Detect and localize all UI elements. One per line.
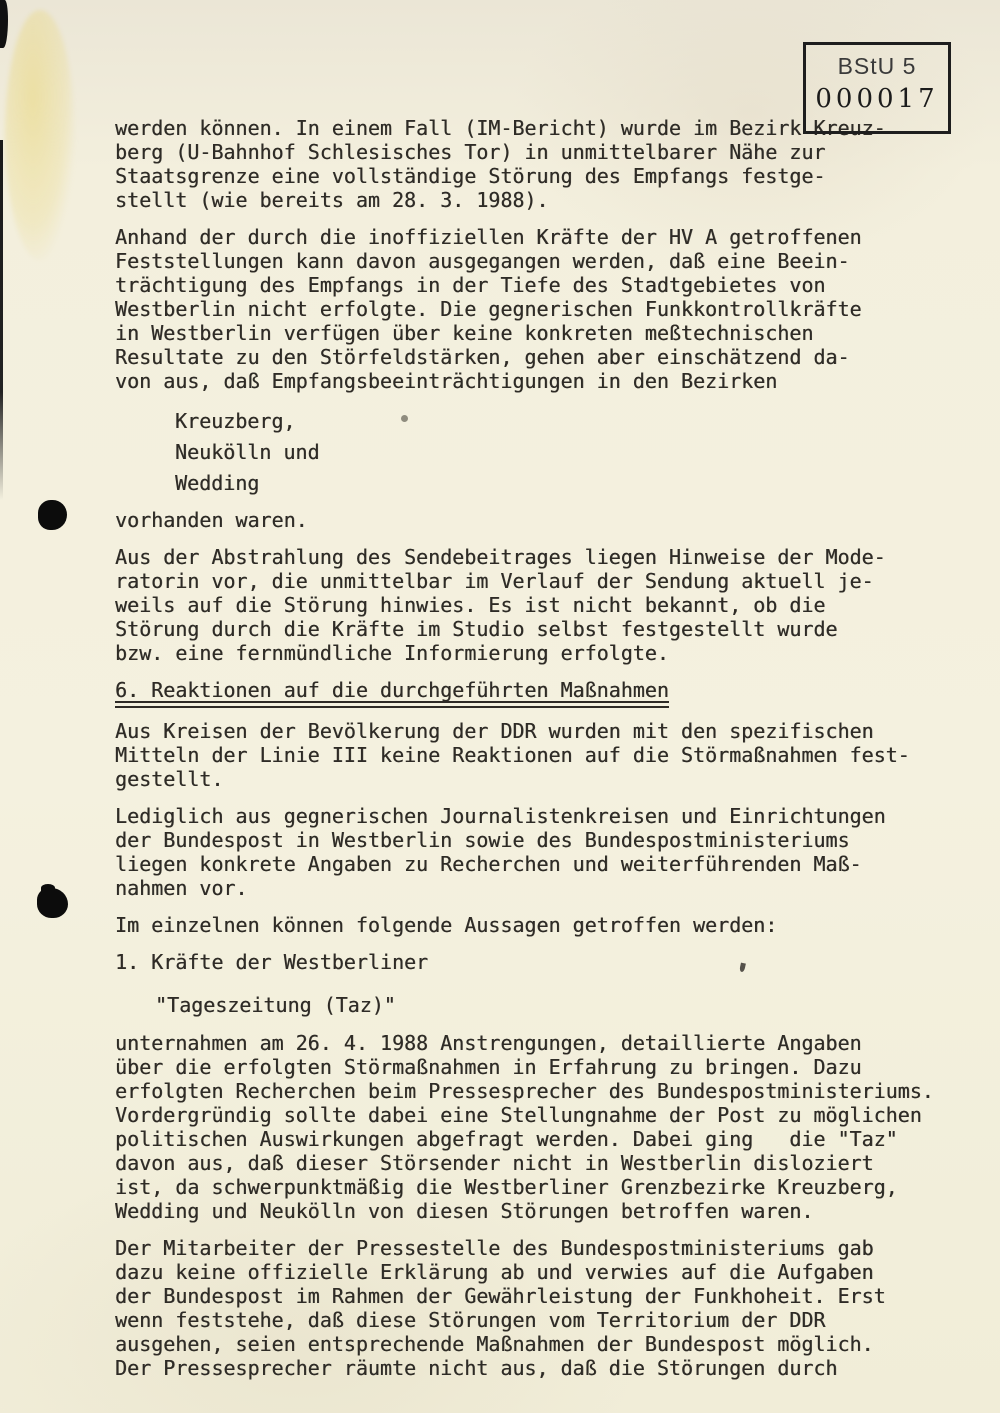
section-heading-text: 6. Reaktionen auf die durchgeführten Maßnahmen	[115, 678, 669, 708]
text-line: davon aus, daß dieser Störsender nicht in Westberlin disloziert	[115, 1151, 874, 1175]
text-line: Feststellungen kann davon ausgegangen werden, daß eine Beein-	[115, 249, 850, 273]
text-line: berg (U-Bahnhof Schlesisches Tor) in unmittelbarer Nähe zur	[115, 140, 826, 164]
hole-punch-bottom	[37, 888, 68, 918]
text-block	[115, 508, 960, 532]
text-line: Störung durch die Kräfte im Studio selbst festgestellt wurde	[115, 617, 838, 641]
text-line: 1. Kräfte der Westberliner	[115, 950, 429, 974]
text-line: werden können. In einem Fall (IM-Bericht) wurde im Bezirk Kreuz-	[115, 116, 886, 140]
section-heading	[115, 678, 960, 702]
text-block	[115, 225, 960, 393]
text-block	[115, 545, 960, 665]
text-line: bzw. eine fernmündliche Informierung erfolgte.	[115, 641, 669, 665]
hole-punch-top	[38, 500, 67, 530]
text-line: Wedding und Neukölln von diesen Störungen betroffen waren.	[115, 1199, 814, 1223]
text-line: Anhand der durch die inoffiziellen Kräfte der HV A getroffenen	[115, 225, 862, 249]
text-line: unternahmen am 26. 4. 1988 Anstrengungen, detaillierte Angaben	[115, 1031, 862, 1055]
text-line: "Tageszeitung (Taz)"	[155, 993, 396, 1017]
text-line: trächtigung des Empfangs in der Tiefe des Stadtgebietes von	[115, 273, 826, 297]
text-line: Resultate zu den Störfeldstärken, gehen aber einschätzend da-	[115, 345, 850, 369]
scan-edge-line	[0, 140, 3, 500]
text-line: Lediglich aus gegnerischen Journalistenkreisen und Einrichtungen	[115, 804, 886, 828]
scan-edge-mark	[0, 0, 8, 48]
text-line: liegen konkrete Angaben zu Recherchen und weiterführenden Maß-	[115, 852, 862, 876]
text-line: Vordergründig sollte dabei eine Stellungnahme der Post zu möglichen	[115, 1103, 922, 1127]
text-line: vorhanden waren.	[115, 508, 308, 532]
text-line: wenn feststehe, daß diese Störungen vom Territorium der DDR	[115, 1308, 826, 1332]
text-line: Aus der Abstrahlung des Sendebeitrages liegen Hinweise der Mode-	[115, 545, 886, 569]
document-body	[115, 116, 960, 1380]
archive-stamp-box	[803, 42, 951, 134]
text-block	[115, 950, 960, 974]
text-line: Der Pressesprecher räumte nicht aus, daß die Störungen durch	[115, 1356, 838, 1380]
text-line: Neukölln und	[175, 440, 320, 464]
text-line	[115, 678, 960, 702]
text-line: stellt (wie bereits am 28. 3. 1988).	[115, 188, 549, 212]
text-line: Westberlin nicht erfolgte. Die gegnerischen Funkkontrollkräfte	[115, 297, 862, 321]
text-line: ausgehen, seien entsprechende Maßnahmen der Bundespost möglich.	[115, 1332, 874, 1356]
text-line: Aus Kreisen der Bevölkerung der DDR wurden mit den spezifischen	[115, 719, 874, 743]
text-line: Im einzelnen können folgende Aussagen getroffen werden:	[115, 913, 778, 937]
text-line: erfolgten Recherchen beim Pressesprecher des Bundespostministeriums.	[115, 1079, 934, 1103]
archive-stamp-label: BStU 5	[837, 53, 917, 79]
text-block	[115, 1031, 960, 1223]
text-line: ist, da schwerpunktmäßig die Westberliner Grenzbezirke Kreuzberg,	[115, 1175, 898, 1199]
text-block	[115, 1236, 960, 1380]
text-line: nahmen vor.	[115, 876, 248, 900]
text-line: Mitteln der Linie III keine Reaktionen auf die Störmaßnahmen fest-	[115, 743, 910, 767]
text-line: Wedding	[175, 471, 260, 495]
text-line: weils auf die Störung hinwies. Es ist nicht bekannt, ob die	[115, 593, 826, 617]
text-line: Kreuzberg,	[175, 409, 296, 433]
text-line: Staatsgrenze eine vollständige Störung des Empfangs festge-	[115, 164, 826, 188]
paper-stain	[5, 10, 75, 260]
text-block	[115, 719, 960, 791]
text-block	[115, 804, 960, 900]
text-block	[115, 913, 960, 937]
text-line: über die erfolgten Störmaßnahmen in Erfahrung zu bringen. Dazu	[115, 1055, 862, 1079]
text-line: in Westberlin verfügen über keine konkreten meßtechnischen	[115, 321, 814, 345]
text-line: von aus, daß Empfangsbeeinträchtigungen in den Bezirken	[115, 369, 778, 393]
text-block	[155, 993, 960, 1017]
text-line: gestellt.	[115, 767, 224, 791]
text-line: ratorin vor, die unmittelbar im Verlauf der Sendung aktuell je-	[115, 569, 874, 593]
text-line: der Bundespost in Westberlin sowie des Bundespostministeriums	[115, 828, 850, 852]
text-line: politischen Auswirkungen abgefragt werden. Dabei ging die "Taz"	[115, 1127, 898, 1151]
text-line: Der Mitarbeiter der Pressestelle des Bundespostministeriums gab	[115, 1236, 874, 1260]
text-line: der Bundespost im Rahmen der Gewährleistung der Funkhoheit. Erst	[115, 1284, 886, 1308]
text-block	[175, 406, 960, 499]
archive-stamp-page-number: 000017	[815, 84, 939, 114]
text-line: dazu keine offizielle Erklärung ab und verwies auf die Aufgaben	[115, 1260, 874, 1284]
